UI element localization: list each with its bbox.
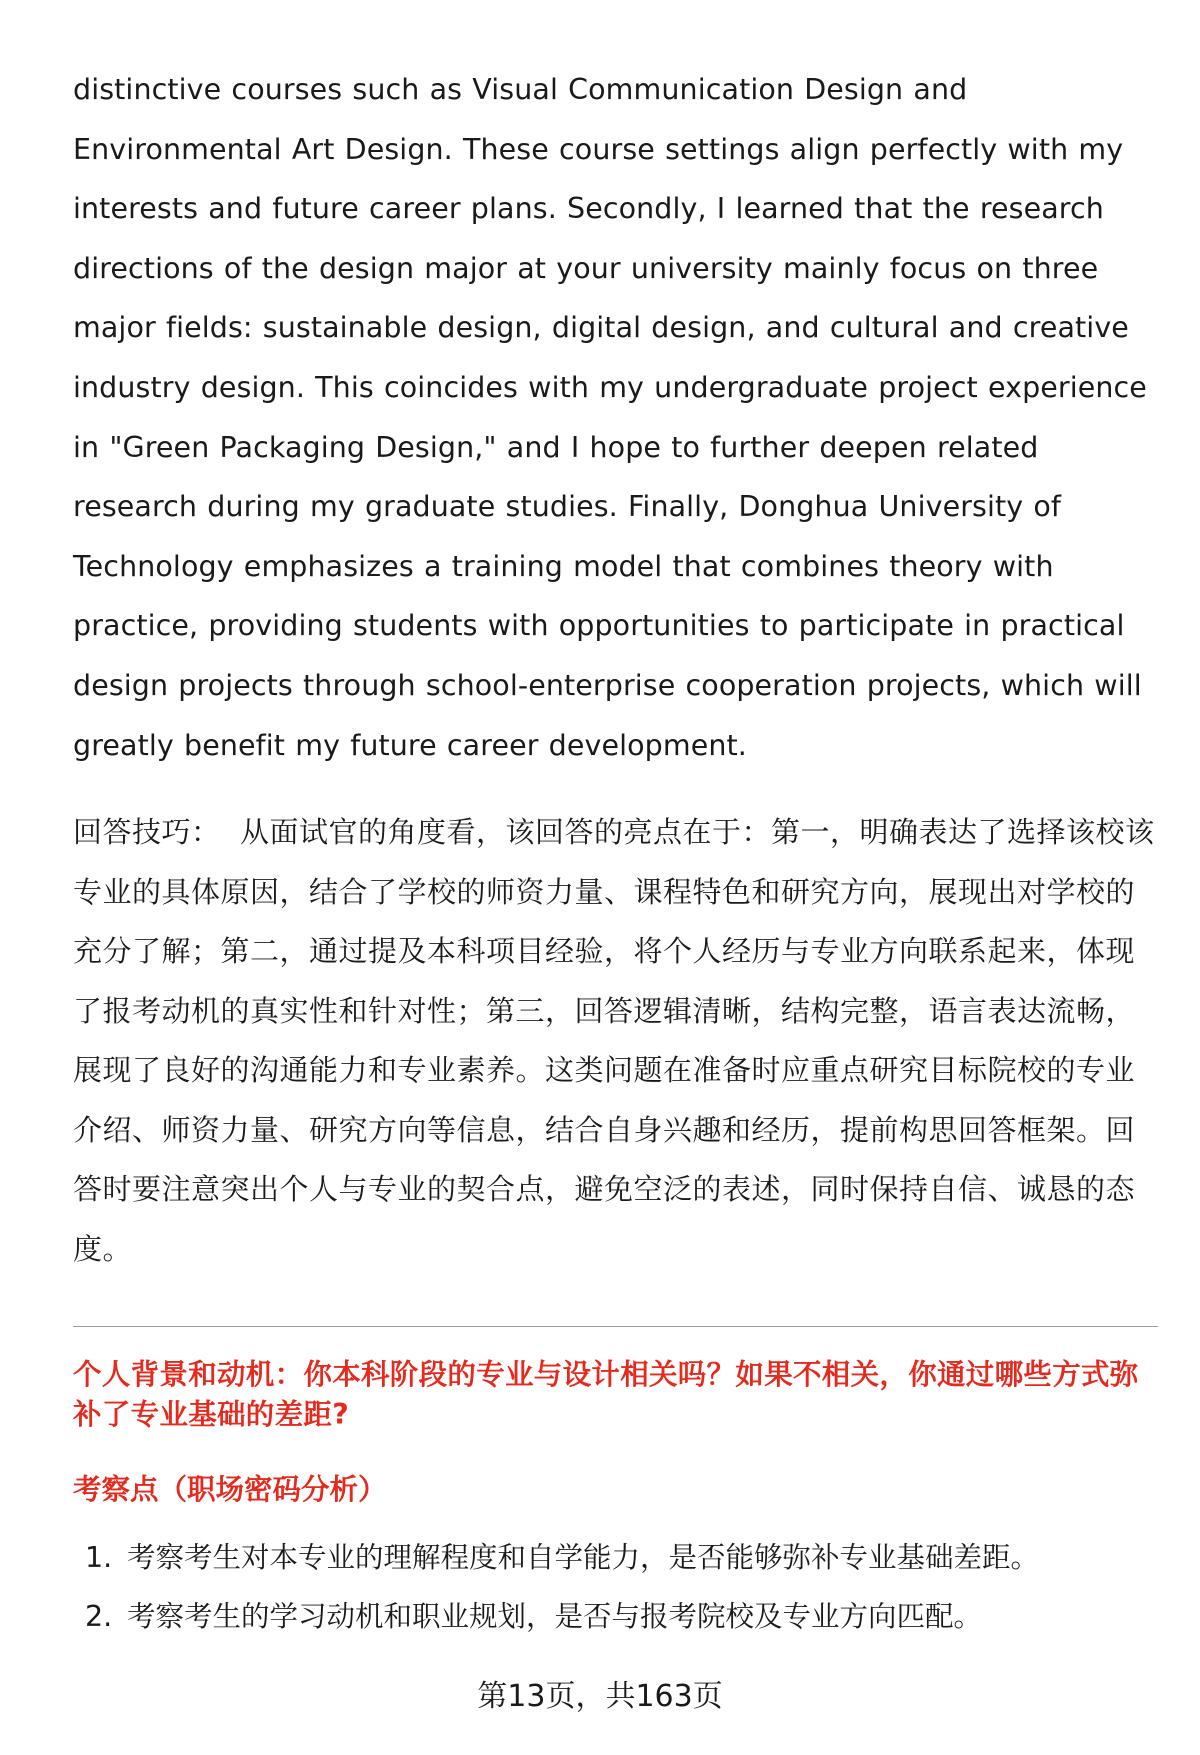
list-item: [73, 1597, 1158, 1637]
list-item-number: 1.: [85, 1541, 113, 1575]
section-title: 考察点（职场密码分析）: [73, 1473, 387, 1507]
question-heading: 个人背景和动机：你本科阶段的专业与设计相关吗？如果不相关，你通过哪些方式弥补了专业基础的差距?: [73, 1358, 1139, 1432]
document-page: [73, 60, 1158, 1656]
section-divider: [73, 1326, 1158, 1327]
answer-tips-paragraph: [73, 803, 1158, 1279]
answer-tips-text: 从面试官的角度看，该回答的亮点在于：第一，明确表达了选择该校该专业的具体原因，结合了学校的师资力量、课程特色和研究方向，展现出对学校的充分了解；第二，通过提及本科项目经验，将个人经历与专业方向联系起来，体现了报考动机的真实性和针对性；第三，回答逻辑清晰，结构完整，语言表达流畅，展现了良好的沟通能力和专业素养。这类问题在准备时应重点研究目标院校的专业介绍、师资力量、研究方向等信息，结合自身兴趣和经历，提前构思回答框架。回答时要注意突出个人与专业的契合点，避免空泛的表述，同时保持自信、诚恳的态度。: [73, 815, 1155, 1266]
page-footer: 第13页，共163页: [477, 1679, 723, 1714]
list-item-text: 考察考生对本专业的理解程度和自学能力，是否能够弥补专业基础差距。: [127, 1541, 1040, 1575]
assessment-points-list: [73, 1538, 1158, 1637]
answer-tips-label: 回答技巧：: [73, 815, 221, 850]
list-item-number: 2.: [85, 1600, 113, 1634]
list-item: [73, 1538, 1158, 1578]
answer-continuation-text: distinctive courses such as Visual Communication Design and Environmental Art Design. These course settings align perfectly with my interests and future career plans. Secondly, I learned that the research directions of the design major at your university mainly focus on three major fields: sustainable design, digital design, and cultural and creative industry design. This coincides with my undergraduate project experience in "Green Packaging Design," and I hope to further deepen related research during my graduate studies. Finally, Donghua University of Technology emphasizes a training model that combines theory with practice, providing students with opportunities to participate in practical design projects through school-enterprise cooperation projects, which will greatly benefit my future career development.: [73, 73, 1147, 762]
list-item-text: 考察考生的学习动机和职业规划，是否与报考院校及专业方向匹配。: [127, 1600, 983, 1634]
